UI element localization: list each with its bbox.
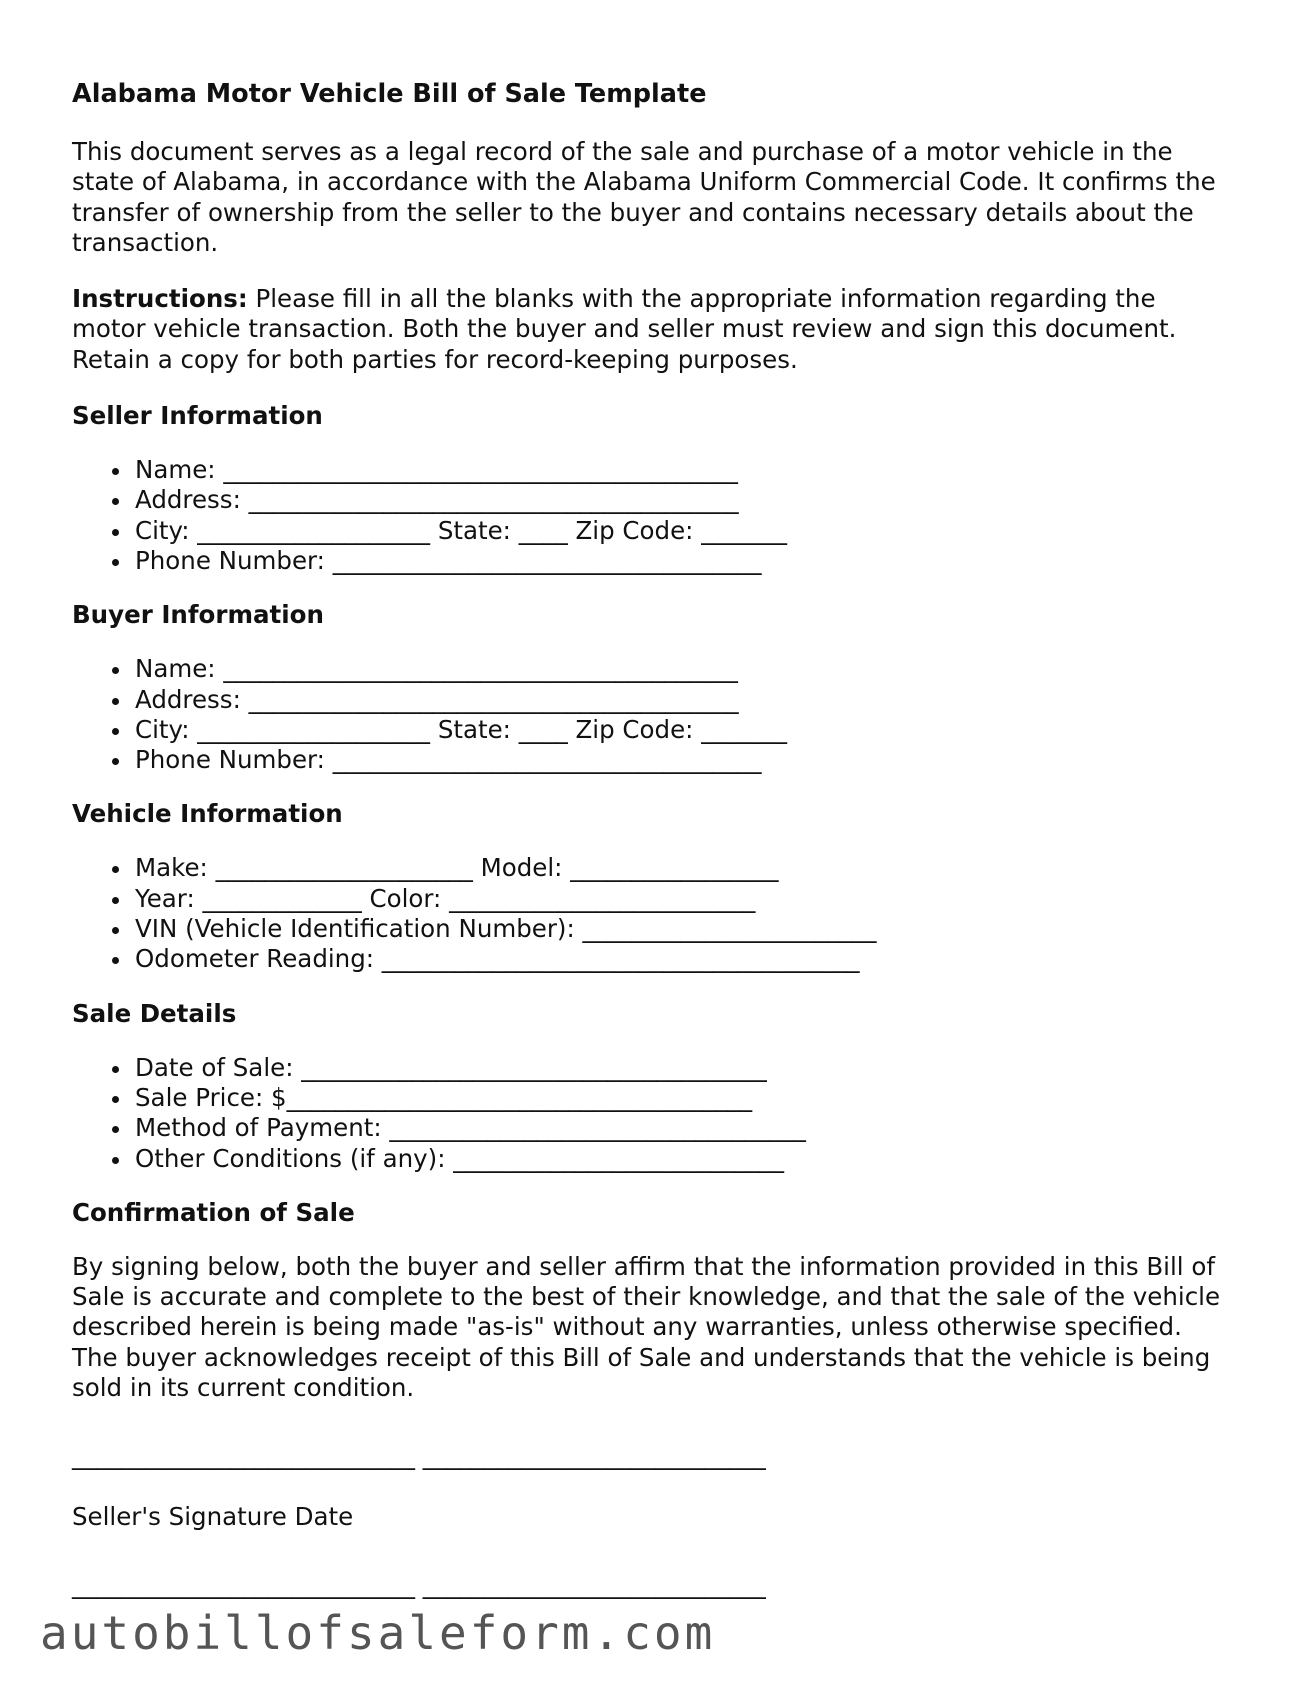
- seller-heading: Seller Information: [72, 401, 323, 431]
- document-page: [72, 78, 1232, 1600]
- instructions-label: Instructions:: [72, 284, 248, 314]
- vehicle-year-color-field[interactable]: Year: _____________ Color: _________________________: [135, 884, 1232, 914]
- intro-paragraph: This document serves as a legal record of the sale and purchase of a motor vehicle in the state of Alabama, in accordance with the Alabama Uniform Commercial Code. It confirms the transfer of ownership from the seller to the buyer and contains necessary details about the transaction.: [72, 137, 1216, 257]
- watermark-text: autobillofsaleform.com: [40, 1606, 716, 1660]
- buyer-name-field[interactable]: Name: __________________________________________: [135, 654, 1232, 684]
- seller-signature-label: Seller's Signature Date: [72, 1501, 354, 1531]
- instructions-paragraph: [72, 284, 1232, 375]
- vehicle-heading: Vehicle Information: [72, 799, 343, 829]
- seller-signature-line[interactable]: ____________________________ ____________________________: [72, 1441, 766, 1471]
- sale-date-field[interactable]: Date of Sale: ______________________________________: [135, 1053, 1232, 1083]
- sale-heading: Sale Details: [72, 998, 237, 1028]
- buyer-signature-line[interactable]: ____________________________ ____________________________: [72, 1569, 766, 1599]
- buyer-address-field[interactable]: Address: ________________________________________: [135, 685, 1232, 715]
- sale-price-field[interactable]: Sale Price: $______________________________________: [135, 1083, 1232, 1113]
- confirmation-heading: Confirmation of Sale: [72, 1197, 355, 1227]
- seller-address-field[interactable]: Address: ________________________________________: [135, 485, 1232, 515]
- document-title: Alabama Motor Vehicle Bill of Sale Template: [72, 79, 707, 109]
- vehicle-odometer-field[interactable]: Odometer Reading: _______________________________________: [135, 944, 1232, 974]
- buyer-city-state-zip-field[interactable]: City: ___________________ State: ____ Zip Code: _______: [135, 715, 1232, 745]
- vehicle-fields: [72, 853, 1232, 974]
- buyer-heading: Buyer Information: [72, 600, 324, 630]
- sale-fields: [72, 1053, 1232, 1174]
- buyer-fields: [72, 654, 1232, 775]
- vehicle-vin-field[interactable]: VIN (Vehicle Identification Number): ________________________: [135, 914, 1232, 944]
- buyer-phone-field[interactable]: Phone Number: ___________________________________: [135, 745, 1232, 775]
- other-conditions-field[interactable]: Other Conditions (if any): ___________________________: [135, 1144, 1232, 1174]
- seller-name-field[interactable]: Name: __________________________________________: [135, 455, 1232, 485]
- vehicle-make-model-field[interactable]: Make: _____________________ Model: _________________: [135, 853, 1232, 883]
- payment-method-field[interactable]: Method of Payment: __________________________________: [135, 1113, 1232, 1143]
- seller-phone-field[interactable]: Phone Number: ___________________________________: [135, 546, 1232, 576]
- seller-city-state-zip-field[interactable]: City: ___________________ State: ____ Zip Code: _______: [135, 516, 1232, 546]
- seller-fields: [72, 455, 1232, 576]
- instructions-text: Please fill in all the blanks with the appropriate information regarding the motor vehicle transaction. Both the buyer and seller must review and sign this document. Retain a copy for both parties for record-keeping purposes.: [72, 284, 1177, 374]
- confirmation-paragraph: By signing below, both the buyer and seller affirm that the information provided in this Bill of Sale is accurate and complete to the best of their knowledge, and that the sale of the vehicle described herein is being made "as-is" without any warranties, unless otherwise specified. The buyer acknowledges receipt of this Bill of Sale and understands that the vehicle is being sold in its current condition.: [72, 1251, 1221, 1403]
